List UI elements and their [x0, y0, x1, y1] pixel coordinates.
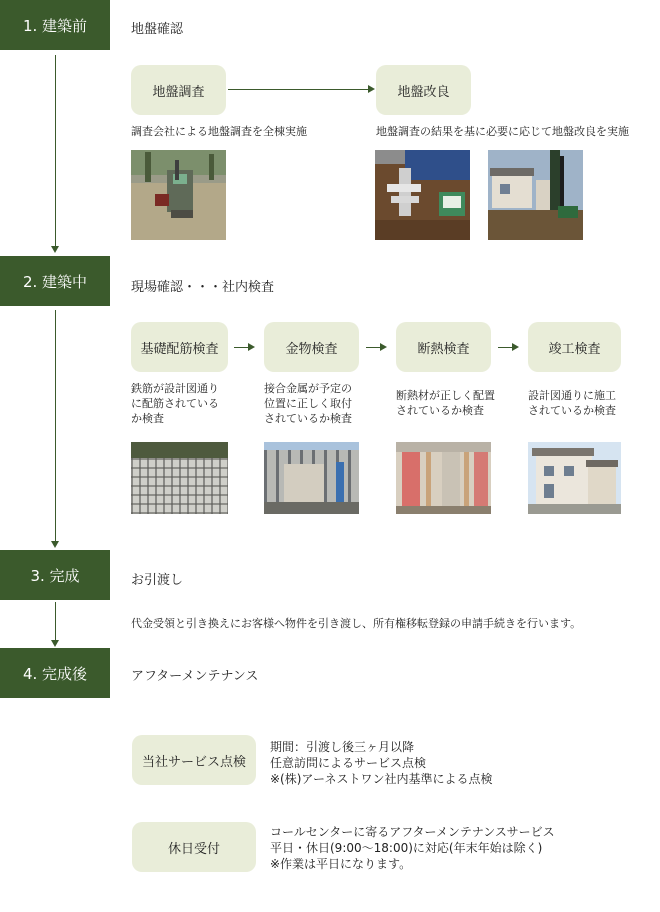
step-hardware-inspection: 金物検査 — [264, 322, 359, 372]
hardware-photo — [264, 442, 359, 514]
desc-line: されているか検査 — [528, 404, 616, 417]
step-arrow-line-c — [498, 347, 512, 348]
step-arrow-line — [228, 89, 368, 90]
rebar-photo — [131, 442, 228, 514]
rebar-desc — [131, 381, 219, 426]
step-arrow-head-c — [512, 343, 519, 351]
step-arrow-head-a — [248, 343, 255, 351]
hardware-desc — [264, 381, 352, 426]
ground-survey-desc: 調査会社による地盤調査を全棟実施 — [131, 125, 307, 138]
timeline-line-2 — [55, 310, 56, 542]
completed-house-photo — [528, 442, 621, 514]
step-arrow-line-a — [234, 347, 248, 348]
stage-before: 1. 建築前 — [0, 0, 110, 50]
info-line: 期間：引渡し後三ヶ月以降 — [270, 740, 415, 754]
service-inspection-info — [270, 739, 492, 787]
stage-after: 4. 完成後 — [0, 648, 110, 698]
completion-desc — [528, 388, 616, 418]
desc-line: 設計図通りに施工 — [528, 389, 616, 402]
ground-survey-photo — [131, 150, 226, 240]
timeline-arrow-1 — [51, 246, 59, 253]
desc-line: 位置に正しく取付 — [264, 397, 352, 410]
desc-line: か検査 — [131, 412, 164, 425]
timeline-line-1 — [55, 55, 56, 247]
stage-during-title: 現場確認・・・社内検査 — [131, 280, 275, 295]
step-rebar-inspection: 基礎配筋検査 — [131, 322, 228, 372]
stage-complete-title: お引渡し — [131, 573, 184, 588]
desc-line: されているか検査 — [396, 404, 484, 417]
ground-improvement-photo-1 — [375, 150, 470, 240]
step-arrow-line-b — [366, 347, 380, 348]
info-line: ※(株)アーネストワン社内基準による点検 — [270, 772, 493, 786]
desc-line: 断熱材が正しく配置 — [396, 389, 495, 402]
timeline-line-3 — [55, 602, 56, 641]
step-arrow-head-b — [380, 343, 387, 351]
timeline-arrow-2 — [51, 541, 59, 548]
insulation-photo — [396, 442, 491, 514]
step-ground-survey: 地盤調査 — [131, 65, 226, 115]
holiday-reception-box: 休日受付 — [132, 822, 256, 872]
ground-improvement-photo-2 — [488, 150, 583, 240]
stage-complete: 3. 完成 — [0, 550, 110, 600]
insulation-desc — [396, 388, 495, 418]
step-completion-inspection: 竣工検査 — [528, 322, 621, 372]
desc-line: されているか検査 — [264, 412, 352, 425]
stage-during: 2. 建築中 — [0, 256, 110, 306]
timeline-arrow-3 — [51, 640, 59, 647]
handover-desc: 代金受領と引き換えにお客様へ物件を引き渡し、所有権移転登録の申請手続きを行います。 — [131, 617, 582, 630]
stage-after-title: アフターメンテナンス — [131, 669, 259, 684]
desc-line: に配筋されている — [131, 397, 219, 410]
info-line: コールセンターに寄るアフターメンテナンスサービス — [270, 825, 555, 839]
ground-improvement-desc: 地盤調査の結果を基に必要に応じて地盤改良を実施 — [376, 125, 629, 138]
stage-before-title: 地盤確認 — [131, 22, 184, 37]
info-line: 平日・休日(9:00〜18:00)に対応(年末年始は除く) — [270, 841, 543, 855]
holiday-reception-info — [270, 824, 555, 872]
step-arrow-head — [368, 85, 375, 93]
desc-line: 鉄筋が設計図通り — [131, 382, 219, 395]
info-line: 任意訪問によるサービス点検 — [270, 756, 427, 770]
step-ground-improvement: 地盤改良 — [376, 65, 471, 115]
step-insulation-inspection: 断熱検査 — [396, 322, 491, 372]
info-line: ※作業は平日になります。 — [270, 857, 412, 871]
service-inspection-box: 当社サービス点検 — [132, 735, 256, 785]
desc-line: 接合金属が予定の — [264, 382, 352, 395]
